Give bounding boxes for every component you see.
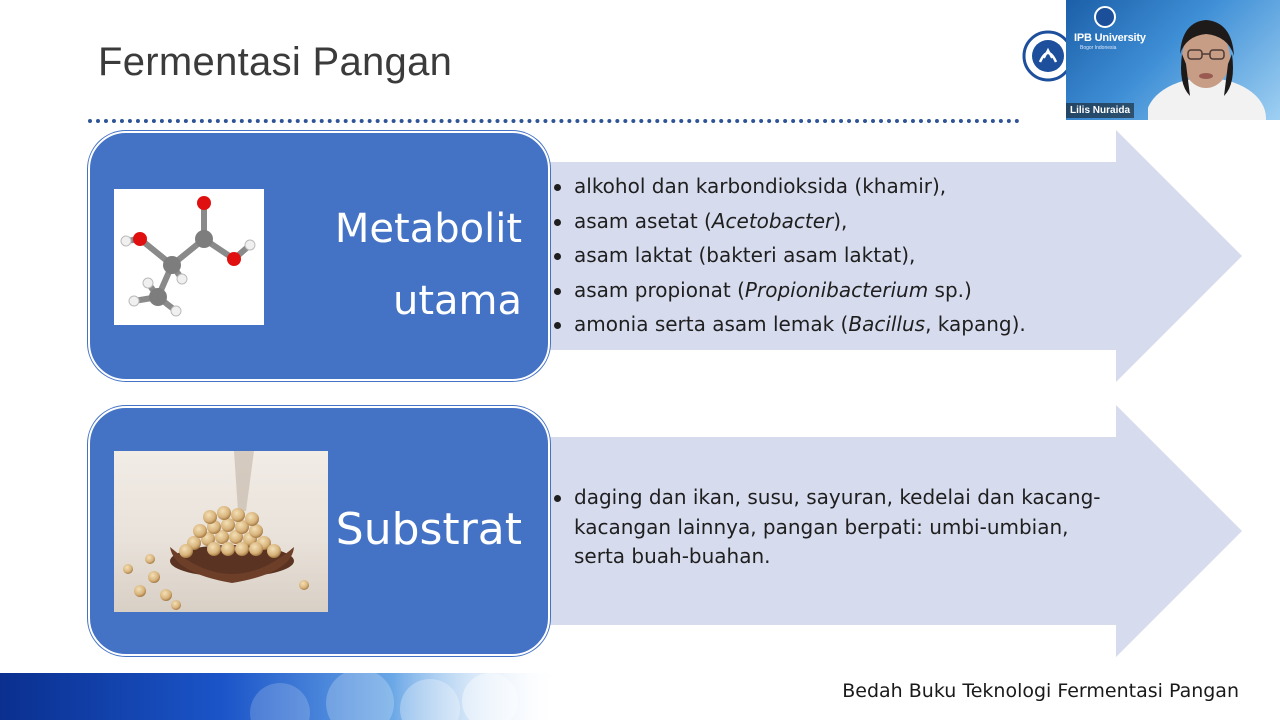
participant-name: Lilis Nuraida [1066, 103, 1134, 118]
list-item: asam asetat (Acetobacter), [552, 204, 1112, 239]
list-item: asam propionat (Propionibacterium sp.) [552, 273, 1112, 308]
slide-title: Fermentasi Pangan [98, 40, 453, 84]
metabolit-label [335, 193, 522, 337]
ipb-seal-icon [1094, 6, 1116, 28]
metabolit-label-line1: Metabolit [334, 206, 522, 252]
soybeans-bowl-image [114, 451, 328, 612]
metabolit-label-line2: utama [392, 278, 522, 324]
presenter-silhouette [1148, 14, 1268, 120]
title-divider [88, 119, 1020, 123]
webcam-video[interactable] [1066, 0, 1280, 120]
metabolit-list [552, 169, 1112, 342]
substrat-list [552, 483, 1132, 572]
list-item: asam laktat (bakteri asam laktat), [552, 238, 1112, 273]
webcam-org-sub: Bogor Indonesia [1080, 45, 1117, 51]
footer-decoration [0, 673, 560, 720]
slide-footer: Bedah Buku Teknologi Fermentasi Pangan [842, 680, 1239, 702]
molecule-model-image [114, 189, 264, 325]
list-item: alkohol dan karbondioksida (khamir), [552, 169, 1112, 204]
list-item: amonia serta asam lemak (Bacillus, kapang). [552, 307, 1112, 342]
list-item: daging dan ikan, susu, sayuran, kedelai dan kacang- kacangan lainnya, pangan berpati: umbi-umbian, serta buah-buahan. [552, 483, 1132, 572]
substrat-panel [88, 406, 550, 656]
substrat-label: Substrat [335, 504, 522, 555]
webcam-org-name: IPB University [1074, 32, 1146, 44]
metabolit-panel [88, 131, 550, 381]
